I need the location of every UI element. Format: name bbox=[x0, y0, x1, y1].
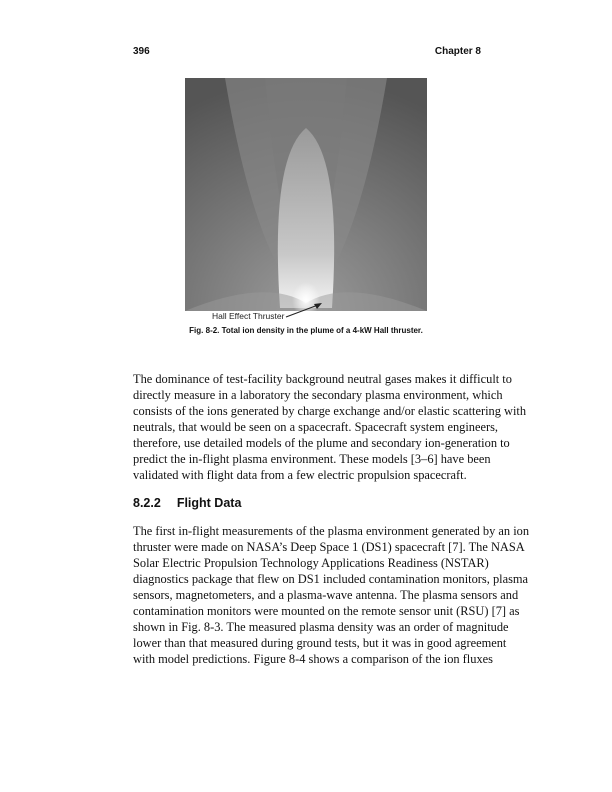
text-line: sensors, magnetometers, and a plasma-wave antenna. The plasma sensors and bbox=[133, 588, 519, 602]
text-line: thruster were made on NASA’s Deep Space 1 (DS1) spacecraft [7]. The NASA bbox=[133, 540, 525, 554]
text-line: neutrals, that would be seen on a spacecraft. Spacecraft system engineers, bbox=[133, 420, 499, 434]
hall-thruster-label: Hall Effect Thruster bbox=[212, 311, 285, 321]
text-line: directly measure in a laboratory the secondary plasma environment, which bbox=[133, 388, 503, 402]
text-line: The dominance of test-facility background neutral gases makes it difficult to bbox=[133, 372, 512, 386]
text-line: predict the in-flight plasma environment. These models [3–6] have been bbox=[133, 452, 491, 466]
pointer-arrow-icon bbox=[284, 301, 324, 321]
text-line: validated with flight data from a few electric propulsion spacecraft. bbox=[133, 468, 467, 482]
text-line: therefore, use detailed models of the plume and secondary ion-generation to bbox=[133, 436, 510, 450]
figure-caption: Fig. 8-2. Total ion density in the plume of a 4-kW Hall thruster. bbox=[189, 326, 423, 335]
text-line: Solar Electric Propulsion Technology Applications Readiness (NSTAR) bbox=[133, 556, 489, 570]
text-line: diagnostics package that flew on DS1 included contamination monitors, plasma bbox=[133, 572, 529, 586]
page-number: 396 bbox=[133, 46, 150, 57]
plume-density-image bbox=[185, 78, 427, 311]
text-line: contamination monitors were mounted on the remote sensor unit (RSU) [7] as bbox=[133, 604, 520, 618]
text-line: consists of the ions generated by charge exchange and/or elastic scattering with bbox=[133, 404, 527, 418]
section-number: 8.2.2 bbox=[133, 496, 161, 510]
text-line: The first in-flight measurements of the plasma environment generated by an ion bbox=[133, 524, 530, 538]
text-line: with model predictions. Figure 8-4 shows a comparison of the ion fluxes bbox=[133, 652, 493, 666]
section-title: Flight Data bbox=[176, 496, 242, 510]
text-line: lower than that measured during ground tests, but it was in good agreement bbox=[133, 636, 507, 650]
section-heading bbox=[133, 496, 241, 510]
text-line: shown in Fig. 8-3. The measured plasma density was an order of magnitude bbox=[133, 620, 509, 634]
chapter-heading: Chapter 8 bbox=[434, 46, 481, 57]
